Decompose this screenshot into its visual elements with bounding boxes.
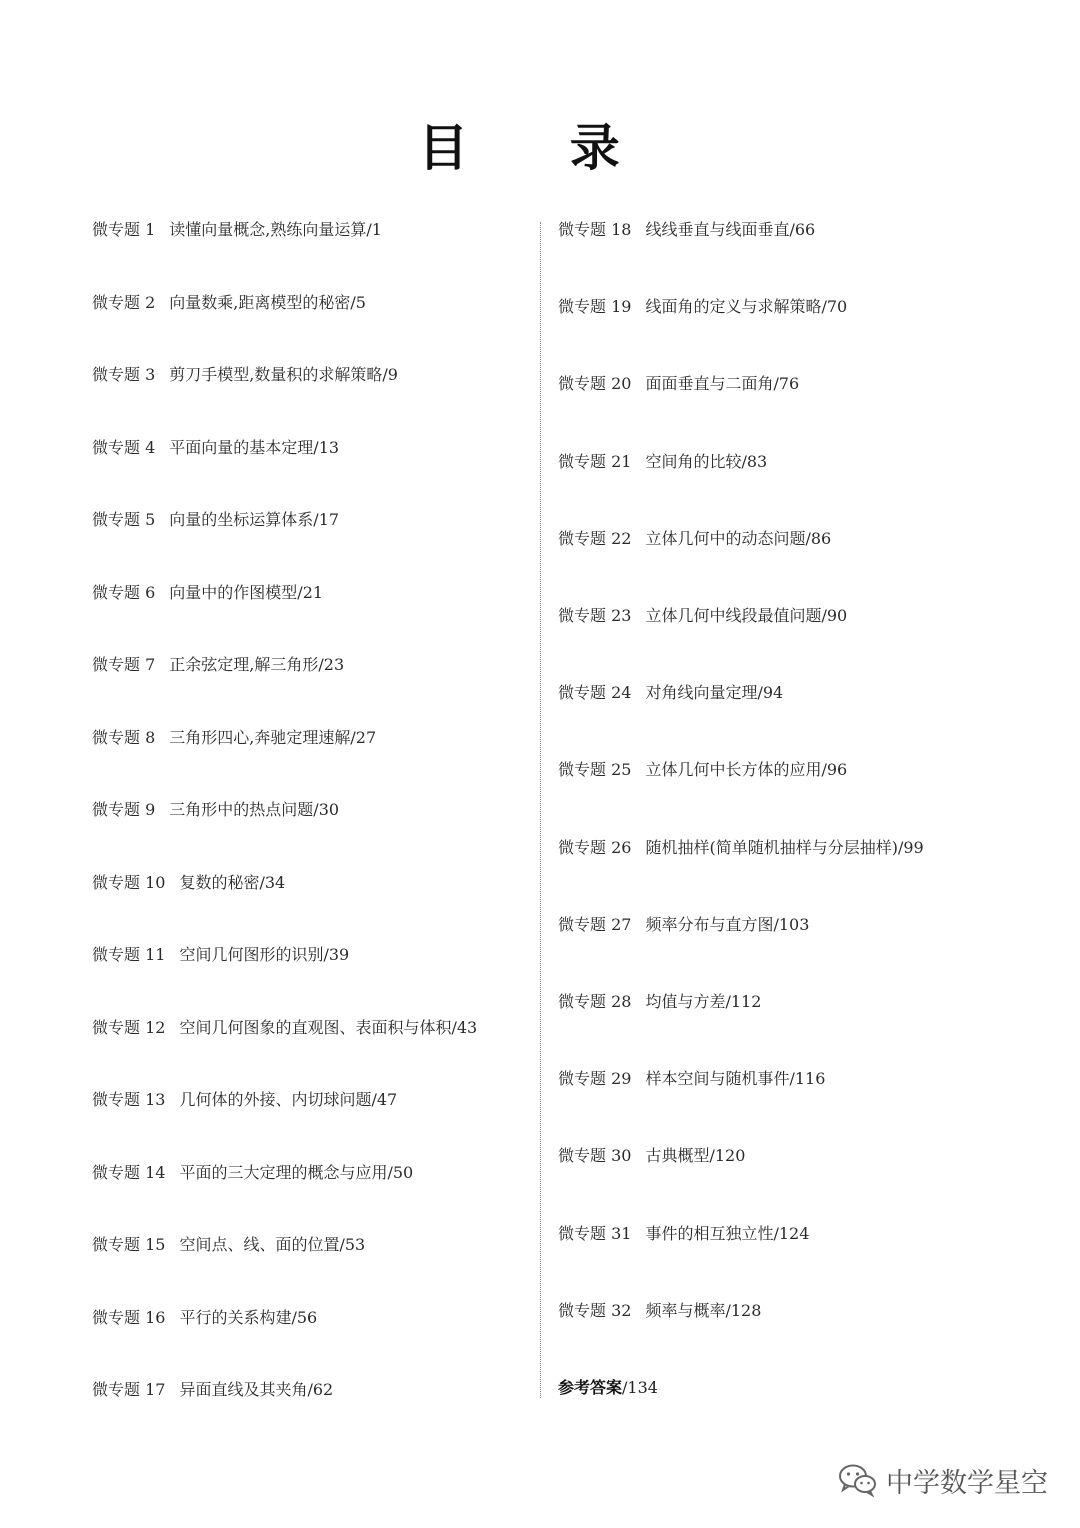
toc-entry-topic: 频率分布与直方图 bbox=[645, 914, 774, 934]
toc-entry[interactable] bbox=[92, 1016, 477, 1040]
toc-entry-label: 微专题 10 bbox=[92, 872, 166, 892]
toc-entry[interactable] bbox=[92, 1088, 397, 1112]
toc-entry-separator: / bbox=[387, 1162, 393, 1182]
toc-entry-page: 13 bbox=[318, 437, 340, 457]
toc-entry-topic: 三角形四心,奔驰定理速解 bbox=[169, 727, 351, 747]
toc-entry-topic: 空间几何图形的识别 bbox=[179, 945, 324, 964]
toc-entry-label: 微专题 1 bbox=[92, 220, 156, 239]
toc-entry-topic: 几何体的外接、内切球问题 bbox=[179, 1090, 372, 1109]
toc-entry-topic: 立体几何中线段最值问题 bbox=[645, 606, 822, 625]
toc-entry-page: 50 bbox=[392, 1162, 414, 1182]
toc-entry-topic: 随机抽样(简单随机抽样与分层抽样) bbox=[645, 837, 898, 857]
toc-entry-page: 103 bbox=[778, 914, 810, 934]
toc-entry-separator: / bbox=[725, 992, 731, 1011]
toc-entry-label: 微专题 4 bbox=[92, 437, 156, 457]
toc-entry-separator: / bbox=[821, 297, 827, 317]
toc-entry[interactable] bbox=[558, 1222, 809, 1246]
toc-entry-topic: 向量数乘,距离模型的秘密 bbox=[169, 292, 351, 312]
toc-entry-separator: / bbox=[313, 437, 319, 457]
toc-entry[interactable] bbox=[92, 1233, 365, 1257]
toc-entry-label: 微专题 13 bbox=[92, 1090, 166, 1109]
toc-entry[interactable] bbox=[558, 218, 815, 242]
toc-entry-label: 微专题 21 bbox=[558, 451, 632, 471]
toc-entry-label: 微专题 18 bbox=[558, 220, 632, 239]
wechat-icon bbox=[838, 1463, 878, 1497]
toc-entry-topic: 均值与方差 bbox=[645, 992, 726, 1011]
toc-entry-topic: 平面向量的基本定理 bbox=[169, 437, 314, 457]
toc-entry-label: 微专题 11 bbox=[92, 945, 166, 964]
toc-entry-topic: 平行的关系构建 bbox=[179, 1307, 292, 1327]
toc-entry-topic: 立体几何中长方体的应用 bbox=[645, 760, 822, 780]
toc-entry-page: 86 bbox=[810, 528, 832, 548]
toc-entry-topic: 正余弦定理,解三角形 bbox=[169, 655, 319, 674]
toc-entry[interactable] bbox=[92, 653, 344, 677]
answers-entry[interactable] bbox=[558, 1376, 658, 1400]
toc-entry-separator: / bbox=[773, 1223, 779, 1243]
toc-entry-label: 微专题 29 bbox=[558, 1069, 632, 1089]
toc-entry[interactable] bbox=[558, 990, 761, 1014]
toc-entry-label: 微专题 20 bbox=[558, 374, 632, 394]
toc-entry-label: 微专题 25 bbox=[558, 760, 632, 780]
toc-entry-label: 微专题 3 bbox=[92, 365, 156, 384]
toc-entry-separator: / bbox=[757, 683, 763, 703]
toc-entry-topic: 空间点、线、面的位置 bbox=[179, 1235, 340, 1254]
toc-entry-separator: / bbox=[366, 220, 372, 239]
toc-entry-page: 21 bbox=[302, 582, 324, 602]
answers-separator: / bbox=[622, 1378, 628, 1397]
toc-entry-label: 微专题 24 bbox=[558, 683, 632, 703]
toc-entry-topic: 三角形中的热点问题 bbox=[169, 800, 314, 819]
toc-entry-page: 99 bbox=[903, 837, 924, 857]
toc-entry-page: 66 bbox=[794, 220, 816, 239]
toc-entry-page: 90 bbox=[826, 606, 848, 625]
toc-entry-separator: / bbox=[313, 800, 319, 819]
toc-entry-label: 微专题 23 bbox=[558, 606, 632, 625]
toc-entry-separator: / bbox=[318, 655, 324, 674]
toc-entry-label: 微专题 30 bbox=[558, 1146, 632, 1166]
toc-entry-separator: / bbox=[339, 1235, 345, 1254]
toc-entry[interactable] bbox=[92, 871, 285, 895]
toc-entry[interactable] bbox=[92, 291, 366, 315]
toc-entry-separator: / bbox=[297, 582, 303, 602]
toc-entry[interactable] bbox=[558, 372, 799, 396]
toc-entry-separator: / bbox=[897, 837, 904, 857]
toc-entry-separator: / bbox=[709, 1146, 715, 1166]
column-divider bbox=[540, 222, 541, 1398]
toc-entry-topic: 线面角的定义与求解策略 bbox=[645, 297, 822, 317]
toc-entry[interactable] bbox=[558, 681, 783, 705]
toc-entry-page: 43 bbox=[456, 1017, 478, 1037]
toc-entry-label: 微专题 8 bbox=[92, 727, 156, 747]
toc-entry-label: 微专题 12 bbox=[92, 1017, 166, 1037]
toc-entry-page: 128 bbox=[730, 1300, 762, 1320]
toc-entry-label: 微专题 22 bbox=[558, 528, 632, 548]
watermark bbox=[838, 1460, 1048, 1500]
toc-entry-page: 34 bbox=[264, 872, 286, 892]
toc-entry-topic: 读懂向量概念,熟练向量运算 bbox=[169, 220, 367, 239]
toc-entry-label: 微专题 19 bbox=[558, 297, 632, 317]
toc-entry-separator: / bbox=[259, 872, 265, 892]
toc-entry-page: 53 bbox=[344, 1235, 366, 1254]
toc-entry-separator: / bbox=[805, 528, 811, 548]
toc-entry-topic: 异面直线及其夹角 bbox=[179, 1380, 308, 1399]
answers-label: 参考答案 bbox=[558, 1378, 623, 1397]
toc-entry[interactable] bbox=[558, 450, 767, 474]
toc-entry-page: 5 bbox=[355, 292, 366, 312]
toc-entry-label: 微专题 16 bbox=[92, 1307, 166, 1327]
toc-entry-page: 30 bbox=[318, 800, 340, 819]
toc-entry-separator: / bbox=[741, 451, 747, 471]
toc-entry-topic: 空间几何图象的直观图、表面积与体积 bbox=[179, 1017, 452, 1037]
toc-entry[interactable] bbox=[92, 363, 398, 387]
toc-entry[interactable] bbox=[558, 295, 847, 319]
toc-entry-separator: / bbox=[789, 1069, 795, 1089]
toc-entry-label: 微专题 32 bbox=[558, 1300, 632, 1320]
toc-entry[interactable] bbox=[558, 1144, 745, 1168]
toc-entry-separator: / bbox=[371, 1090, 377, 1109]
toc-entry-page: 47 bbox=[376, 1090, 398, 1109]
toc-entry-separator: / bbox=[291, 1307, 297, 1327]
toc-entry[interactable] bbox=[92, 798, 339, 822]
toc-entry[interactable] bbox=[558, 604, 847, 628]
toc-entry-separator: / bbox=[350, 292, 356, 312]
toc-entry-topic: 向量中的作图模型 bbox=[169, 582, 298, 602]
toc-entry-label: 微专题 31 bbox=[558, 1223, 632, 1243]
toc-entry-page: 76 bbox=[778, 374, 800, 394]
toc-entry-topic: 线线垂直与线面垂直 bbox=[645, 220, 790, 239]
toc-entry-topic: 剪刀手模型,数量积的求解策略 bbox=[169, 365, 383, 384]
toc-entry-page: 96 bbox=[826, 760, 848, 780]
toc-entry-topic: 古典概型 bbox=[645, 1146, 710, 1166]
toc-entry-label: 微专题 9 bbox=[92, 800, 156, 819]
toc-entry[interactable] bbox=[92, 218, 382, 242]
toc-entry-page: 9 bbox=[387, 365, 398, 384]
toc-entry-page: 56 bbox=[296, 1307, 318, 1327]
toc-entry[interactable] bbox=[558, 913, 809, 937]
toc-entry-page: 116 bbox=[794, 1069, 826, 1089]
toc-entry-page: 124 bbox=[778, 1223, 810, 1243]
toc-entry-label: 微专题 2 bbox=[92, 292, 156, 312]
toc-entry-label: 微专题 5 bbox=[92, 510, 156, 529]
toc-entry-page: 62 bbox=[312, 1380, 334, 1399]
toc-entry[interactable] bbox=[558, 758, 847, 782]
toc-entry-label: 微专题 7 bbox=[92, 655, 156, 674]
toc-entry-label: 微专题 17 bbox=[92, 1380, 166, 1399]
toc-entry-separator: / bbox=[821, 760, 827, 780]
toc-entry-page: 39 bbox=[328, 945, 350, 964]
toc-entry-page: 120 bbox=[714, 1146, 746, 1166]
toc-entry-page: 1 bbox=[371, 220, 382, 239]
answers-page: 134 bbox=[627, 1378, 658, 1397]
toc-entry-separator: / bbox=[773, 914, 779, 934]
toc-entry-label: 微专题 27 bbox=[558, 914, 632, 934]
toc-entry-page: 70 bbox=[826, 297, 848, 317]
toc-entry[interactable] bbox=[558, 527, 831, 551]
toc-entry-topic: 复数的秘密 bbox=[179, 872, 260, 892]
toc-entry-label: 微专题 26 bbox=[558, 837, 632, 857]
toc-entry[interactable] bbox=[92, 1306, 317, 1330]
toc-entry-topic: 平面的三大定理的概念与应用 bbox=[179, 1162, 388, 1182]
toc-entry[interactable] bbox=[92, 726, 376, 750]
toc-entry-page: 94 bbox=[762, 683, 784, 703]
toc-entry-topic: 事件的相互独立性 bbox=[645, 1223, 774, 1243]
page-title: 目 录 bbox=[418, 118, 662, 177]
toc-entry[interactable] bbox=[92, 943, 349, 967]
toc-entry-label: 微专题 14 bbox=[92, 1162, 166, 1182]
toc-entry-separator: / bbox=[382, 365, 388, 384]
toc-entry-topic: 立体几何中的动态问题 bbox=[645, 528, 806, 548]
toc-entry-separator: / bbox=[307, 1380, 313, 1399]
toc-entry-page: 27 bbox=[355, 727, 377, 747]
toc-entry-separator: / bbox=[789, 220, 795, 239]
toc-entry-separator: / bbox=[323, 945, 329, 964]
toc-entry-separator: / bbox=[773, 374, 779, 394]
toc-entry[interactable] bbox=[92, 1161, 413, 1185]
toc-entry-page: 112 bbox=[730, 992, 762, 1011]
toc-entry-separator: / bbox=[350, 727, 356, 747]
toc-entry-topic: 频率与概率 bbox=[645, 1300, 726, 1320]
toc-entry-topic: 对角线向量定理 bbox=[645, 683, 758, 703]
toc-entry[interactable] bbox=[558, 1067, 825, 1091]
toc-entry-topic: 空间角的比较 bbox=[645, 451, 742, 471]
toc-entry-label: 微专题 6 bbox=[92, 582, 156, 602]
toc-entry-separator: / bbox=[313, 510, 319, 529]
toc-entry-label: 微专题 15 bbox=[92, 1235, 166, 1254]
toc-entry[interactable] bbox=[558, 836, 924, 860]
toc-entry-page: 17 bbox=[318, 510, 340, 529]
toc-entry-label: 微专题 28 bbox=[558, 992, 632, 1011]
toc-entry[interactable] bbox=[92, 436, 339, 460]
toc-entry-separator: / bbox=[451, 1017, 457, 1037]
watermark-text: 中学数学星空 bbox=[886, 1467, 1048, 1499]
toc-entry[interactable] bbox=[92, 508, 339, 532]
toc-entry-separator: / bbox=[821, 606, 827, 625]
toc-entry-separator: / bbox=[725, 1300, 731, 1320]
toc-entry-page: 23 bbox=[323, 655, 345, 674]
toc-entry-page: 83 bbox=[746, 451, 768, 471]
toc-entry-topic: 面面垂直与二面角 bbox=[645, 374, 774, 394]
toc-entry[interactable] bbox=[92, 581, 323, 605]
toc-entry[interactable] bbox=[92, 1378, 333, 1402]
toc-entry-topic: 样本空间与随机事件 bbox=[645, 1069, 790, 1089]
toc-entry[interactable] bbox=[558, 1299, 761, 1323]
toc-entry-topic: 向量的坐标运算体系 bbox=[169, 510, 314, 529]
